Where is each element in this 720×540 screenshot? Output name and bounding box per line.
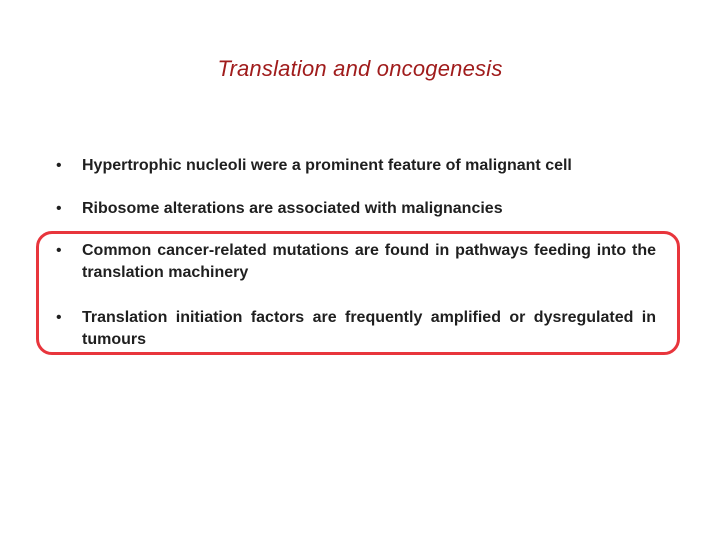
bullet-text: Hypertrophic nucleoli were a prominent feature of malignant cell <box>82 157 572 174</box>
bullet-item <box>56 198 656 220</box>
bullet-point-icon: • <box>56 242 62 259</box>
bullet-point-icon: • <box>56 157 62 174</box>
bullet-item <box>56 240 656 284</box>
bullet-text: Ribosome alterations are associated with malignancies <box>82 200 503 217</box>
bullet-item <box>56 155 656 177</box>
bullet-point-icon: • <box>56 309 62 326</box>
bullet-item <box>56 307 656 351</box>
slide-title: Translation and oncogenesis <box>217 56 503 81</box>
bullet-point-icon: • <box>56 200 62 217</box>
bullet-text: Common cancer-related mutations are found in pathways feeding into the translation machinery <box>82 242 656 281</box>
bullet-text: Translation initiation factors are frequently amplified or dysregulated in tumours <box>82 309 656 348</box>
